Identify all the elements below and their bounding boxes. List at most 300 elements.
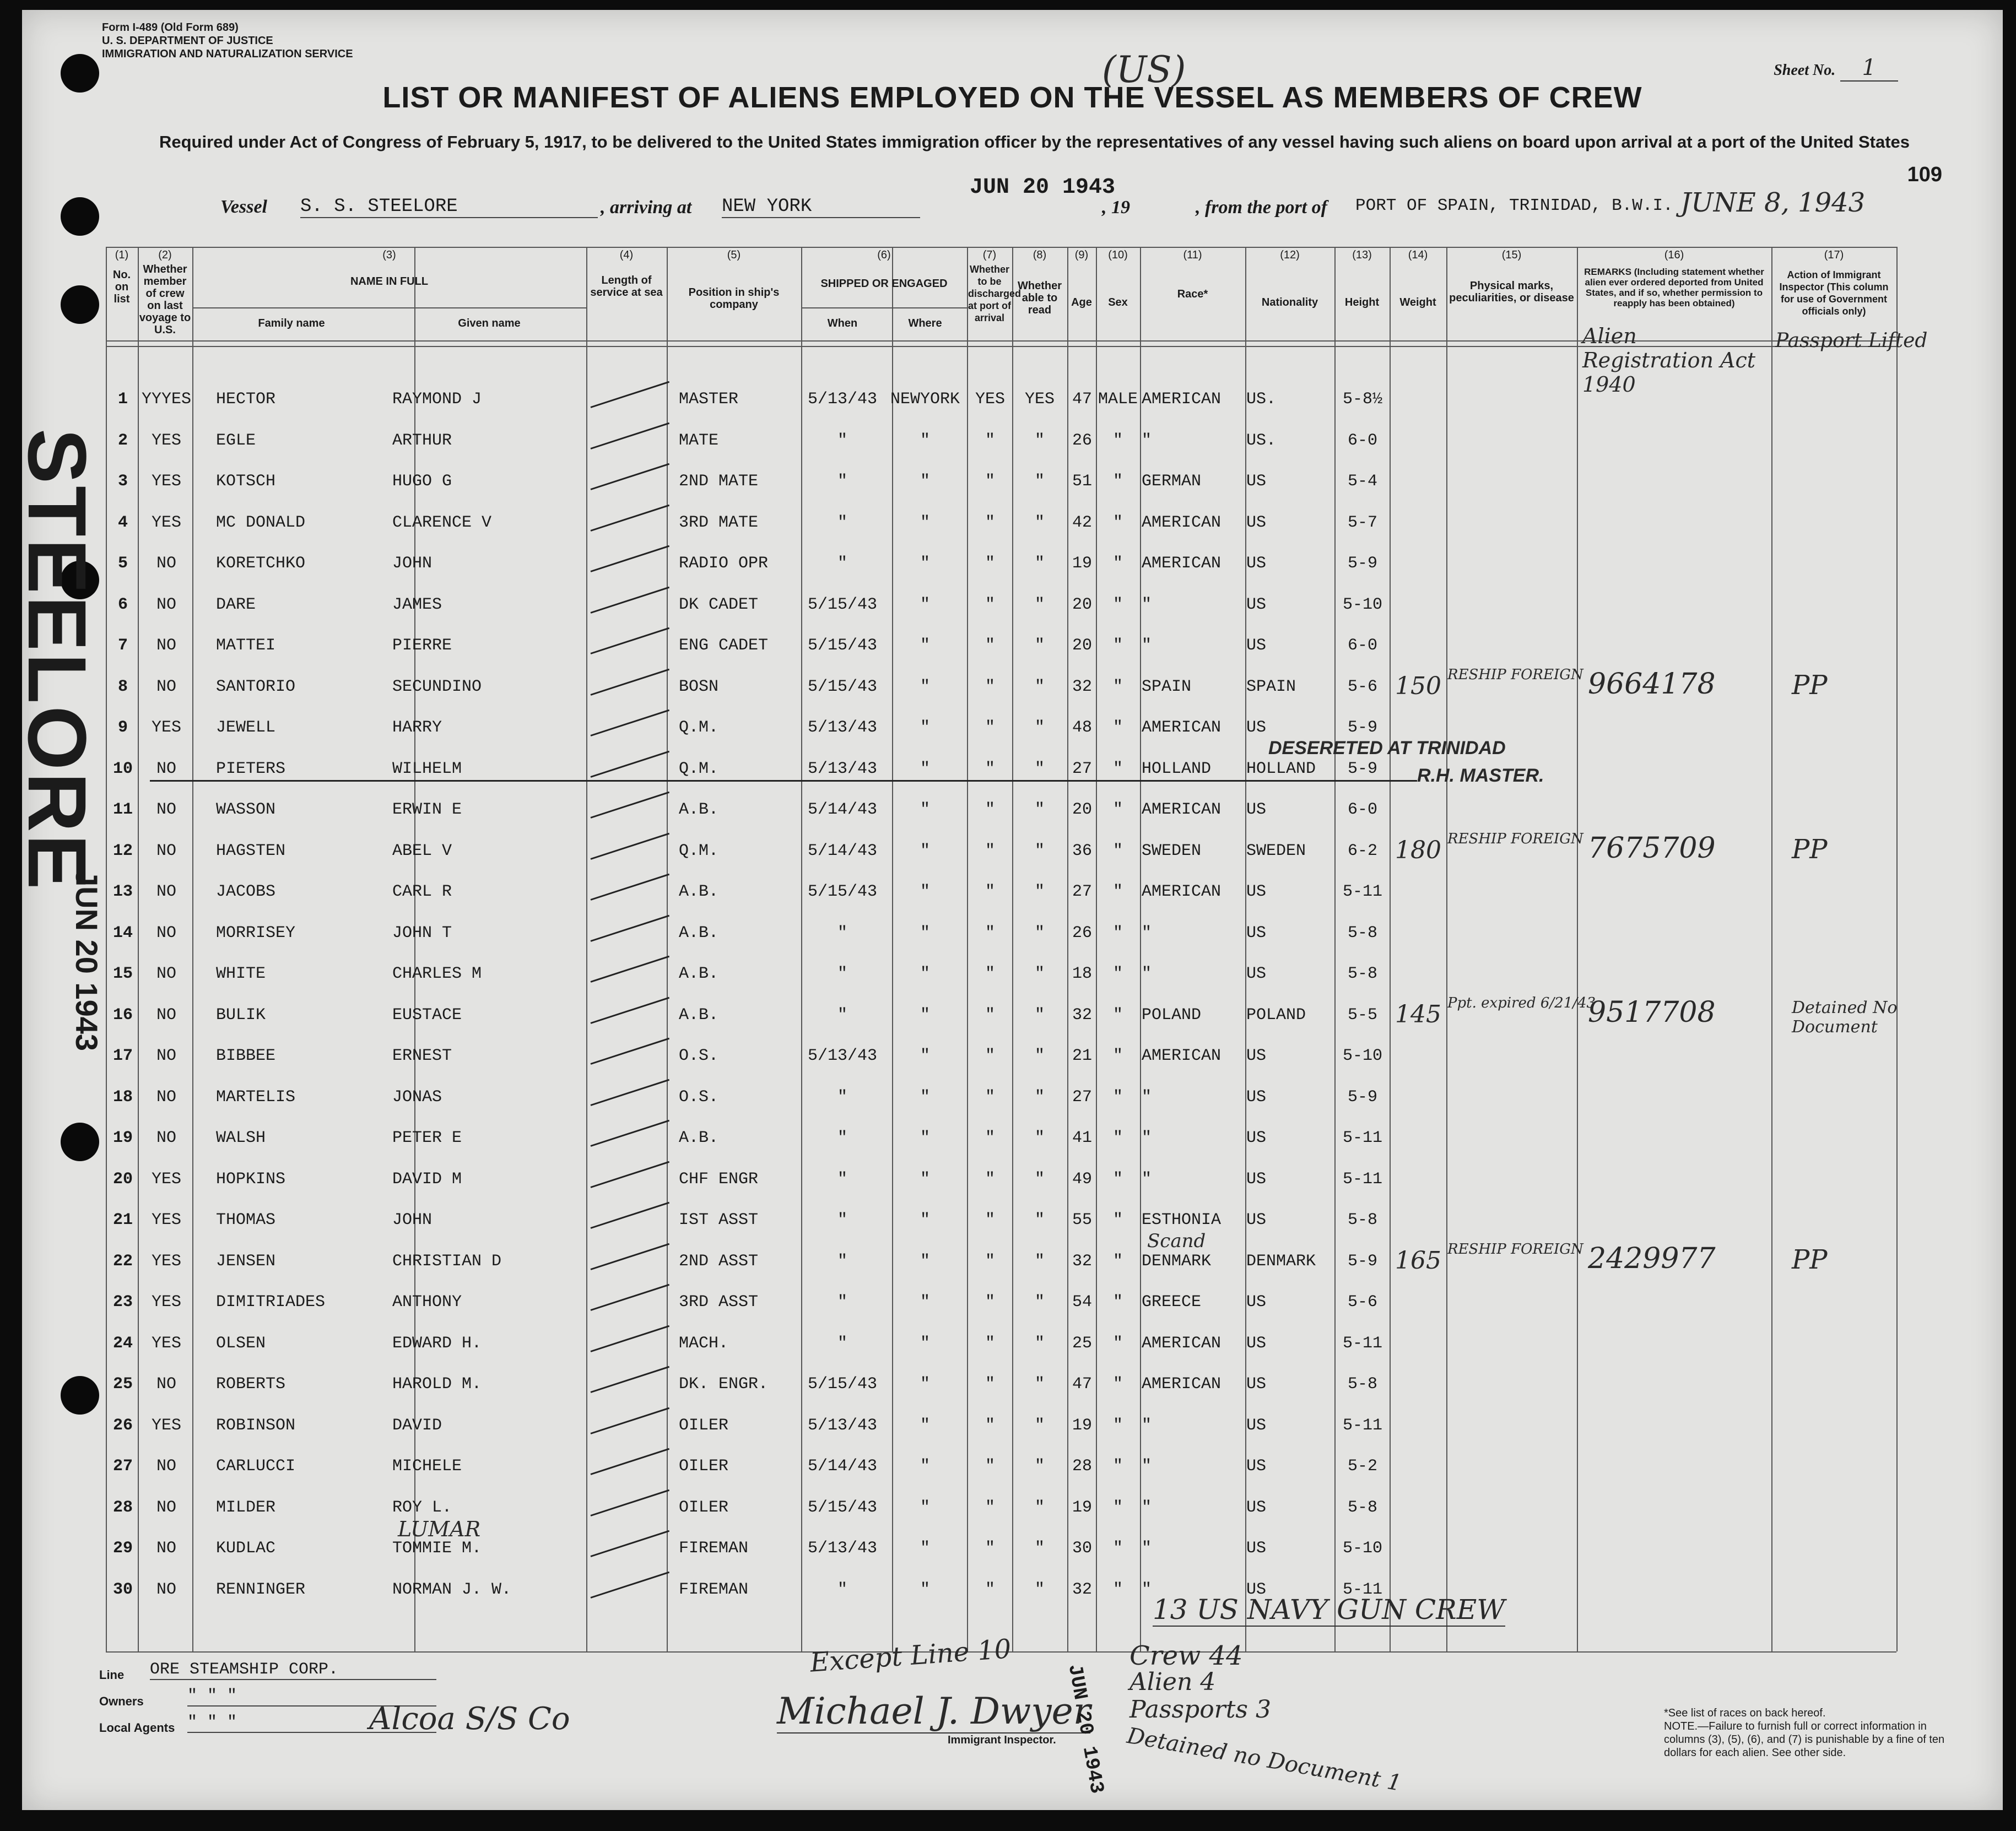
- footnote-races: *See list of races on back hereof.: [1664, 1707, 1826, 1719]
- form-number-block: [102, 21, 353, 61]
- age-cell: 18: [1072, 965, 1092, 983]
- service-dash-mark: [591, 832, 670, 859]
- age-cell: 20: [1072, 636, 1092, 655]
- discharged-cell: ": [985, 1416, 995, 1435]
- remarks-cell: 7675709: [1588, 831, 1716, 865]
- race-cell: ": [1142, 595, 1152, 614]
- marks-cell: RESHIP FOREIGN: [1447, 666, 1583, 683]
- service-dash-mark: [591, 545, 670, 572]
- row-number-cell: 14: [112, 923, 133, 942]
- position-cell: A.B.: [679, 882, 719, 901]
- able-to-read-cell: ": [1034, 554, 1045, 573]
- sheet-number: Sheet No. 1: [1774, 55, 1898, 80]
- nationality-cell: US: [1246, 1293, 1267, 1312]
- shipped-when-cell: ": [837, 1334, 847, 1353]
- row-number-cell: 18: [112, 1087, 133, 1107]
- position-cell: OILER: [679, 1416, 729, 1435]
- service-dash-mark: [591, 1202, 670, 1229]
- race-cell: ": [1142, 1498, 1152, 1517]
- given-name-cell: ROY L.: [392, 1498, 452, 1517]
- service-dash-mark: [591, 463, 670, 490]
- given-name-cell: JONAS: [392, 1087, 442, 1107]
- last-voyage-cell: NO: [156, 1539, 176, 1558]
- nationality-cell: US: [1246, 1416, 1267, 1435]
- height-cell: 5-11: [1342, 1129, 1382, 1147]
- family-name-cell: JENSEN: [216, 1252, 276, 1271]
- row-number-cell: 17: [112, 1047, 133, 1065]
- shipped-when-cell: ": [837, 1293, 847, 1312]
- shipped-where-cell: ": [920, 1539, 930, 1558]
- weight-cell: 150: [1395, 671, 1441, 700]
- able-to-read-cell: ": [1034, 923, 1045, 942]
- family-name-cell: HECTOR: [216, 390, 276, 409]
- nationality-cell: US: [1246, 965, 1267, 983]
- family-name-cell: CARLUCCI: [216, 1457, 296, 1476]
- page-title: LIST OR MANIFEST OF ALIENS EMPLOYED ON THE VESSEL AS MEMBERS OF CREW: [382, 81, 1642, 114]
- race-cell: AMERICAN: [1142, 390, 1222, 409]
- position-cell: DK. ENGR.: [679, 1375, 769, 1394]
- sex-cell: ": [1112, 1087, 1123, 1107]
- service-dash-mark: [591, 956, 670, 983]
- service-dash-mark: [591, 1325, 670, 1352]
- position-cell: DK CADET: [679, 595, 759, 614]
- race-cell: SWEDEN: [1142, 841, 1202, 860]
- race-cell: AMERICAN: [1142, 554, 1222, 573]
- family-name-cell: MATTEI: [216, 636, 276, 655]
- family-name-cell: MC DONALD: [216, 513, 306, 532]
- sex-cell: ": [1112, 1047, 1123, 1065]
- shipped-when-cell: 5/14/43: [807, 800, 878, 819]
- family-name-cell: ROBINSON: [216, 1416, 296, 1435]
- last-voyage-cell: YES: [151, 472, 181, 491]
- nationality-cell: US: [1246, 1169, 1267, 1189]
- marks-cell: RESHIP FOREIGN: [1447, 1240, 1583, 1258]
- race-cell: AMERICAN: [1142, 1047, 1222, 1065]
- given-name-cell: TOMMIE M.: [392, 1539, 482, 1558]
- sex-cell: ": [1112, 923, 1123, 942]
- race-cell: ESTHONIA: [1142, 1211, 1222, 1229]
- position-cell: CHF ENGR: [679, 1169, 759, 1189]
- able-to-read-cell: ": [1034, 1252, 1045, 1271]
- family-name-cell: KOTSCH: [216, 472, 276, 491]
- family-name-cell: HAGSTEN: [216, 841, 286, 860]
- row-number-cell: 20: [112, 1169, 133, 1189]
- given-name-cell: ABEL V: [392, 841, 452, 860]
- race-cell: ": [1142, 431, 1152, 450]
- remarks-cell: 9664178: [1588, 667, 1716, 701]
- binder-hole: [61, 197, 99, 236]
- age-cell: 20: [1072, 800, 1092, 819]
- row-number-cell: 12: [112, 841, 133, 860]
- service-dash-mark: [591, 1407, 670, 1434]
- position-cell: A.B.: [679, 1005, 719, 1025]
- age-cell: 42: [1072, 513, 1092, 532]
- shipped-where-cell: ": [920, 431, 930, 450]
- row-number-cell: 26: [112, 1416, 133, 1435]
- last-voyage-cell: YES: [151, 513, 181, 532]
- from-port-value: PORT OF SPAIN, TRINIDAD, B.W.I.: [1355, 196, 1673, 215]
- given-name-cell: NORMAN J. W.: [392, 1580, 512, 1599]
- discharged-cell: ": [985, 1252, 995, 1271]
- discharged-cell: ": [985, 1087, 995, 1107]
- service-dash-mark: [591, 709, 670, 736]
- family-name-cell: KUDLAC: [216, 1539, 276, 1558]
- age-cell: 32: [1072, 677, 1092, 696]
- row-number-cell: 4: [117, 513, 128, 532]
- family-name-cell: BULIK: [216, 1005, 266, 1025]
- shipped-when-cell: 5/14/43: [807, 1457, 878, 1476]
- able-to-read-cell: ": [1034, 1457, 1045, 1476]
- last-voyage-cell: NO: [156, 1375, 176, 1394]
- race-cell: AMERICAN: [1142, 1334, 1222, 1353]
- age-cell: 49: [1072, 1169, 1092, 1189]
- row-number-cell: 16: [112, 1005, 133, 1025]
- discharged-cell: ": [985, 1334, 995, 1353]
- shipped-where-cell: ": [920, 513, 930, 532]
- shipped-when-cell: 5/15/43: [807, 636, 878, 655]
- shipped-where-cell: ": [920, 1293, 930, 1312]
- last-voyage-cell: YES: [151, 718, 181, 737]
- local-agents-handwritten: Alcoa S/S Co: [369, 1701, 570, 1737]
- able-to-read-cell: ": [1034, 1580, 1045, 1599]
- discharged-cell: ": [985, 800, 995, 819]
- given-name-cell: CHARLES M: [392, 965, 482, 983]
- manifest-sheet: [11, 10, 2003, 1810]
- last-voyage-cell: NO: [156, 595, 176, 614]
- service-dash-mark: [591, 1038, 670, 1065]
- last-voyage-cell: NO: [156, 1005, 176, 1025]
- binder-hole: [61, 285, 99, 324]
- position-cell: O.S.: [679, 1087, 719, 1107]
- shipped-when-cell: ": [837, 1252, 847, 1271]
- position-cell: MASTER: [679, 390, 739, 409]
- height-cell: 5-6: [1347, 1293, 1377, 1312]
- age-cell: 41: [1072, 1129, 1092, 1147]
- service-dash-mark: [591, 1571, 670, 1598]
- nationality-cell: US: [1246, 1334, 1267, 1353]
- shipped-where-cell: ": [920, 923, 930, 942]
- tally-detained: Detained no Document 1: [1125, 1723, 1404, 1796]
- sex-cell: ": [1112, 472, 1123, 491]
- shipped-where-cell: ": [920, 759, 930, 778]
- family-name-cell: WASSON: [216, 800, 276, 819]
- nationality-cell: US: [1246, 472, 1267, 491]
- race-cell: ": [1142, 1457, 1152, 1476]
- row-number-cell: 2: [117, 431, 128, 450]
- nationality-cell: US: [1246, 1539, 1267, 1558]
- shipped-when-cell: 5/13/43: [807, 759, 878, 778]
- age-cell: 19: [1072, 554, 1092, 573]
- position-cell: IST ASST: [679, 1211, 759, 1229]
- family-name-cell: RENNINGER: [216, 1580, 306, 1599]
- department: U. S. DEPARTMENT OF JUSTICE: [102, 35, 273, 47]
- given-name-cell: CLARENCE V: [392, 513, 492, 532]
- row-number-cell: 10: [112, 759, 133, 778]
- height-cell: 5-11: [1342, 1580, 1382, 1599]
- race-cell: POLAND: [1142, 1005, 1202, 1025]
- family-name-cell: BIBBEE: [216, 1047, 276, 1065]
- row-number-cell: 3: [117, 472, 128, 491]
- shipped-where-cell: ": [920, 800, 930, 819]
- sex-cell: ": [1112, 1539, 1123, 1558]
- race-cell: AMERICAN: [1142, 513, 1222, 532]
- sex-cell: ": [1112, 1169, 1123, 1189]
- age-cell: 19: [1072, 1498, 1092, 1517]
- vessel-value: S. S. STEELORE: [300, 196, 598, 218]
- given-name-cell: ARTHUR: [392, 431, 452, 450]
- row-number-cell: 27: [112, 1457, 133, 1476]
- sex-cell: ": [1112, 718, 1123, 737]
- discharged-cell: ": [985, 554, 995, 573]
- discharged-cell: ": [985, 841, 995, 860]
- able-to-read-cell: ": [1034, 1129, 1045, 1147]
- shipped-where-cell: ": [920, 1252, 930, 1271]
- position-cell: 3RD ASST: [679, 1293, 759, 1312]
- given-name-cell: JOHN: [392, 1211, 433, 1229]
- sex-cell: ": [1112, 1498, 1123, 1517]
- shipped-when-cell: ": [837, 1169, 847, 1189]
- discharged-cell: ": [985, 1005, 995, 1025]
- race-cell: ": [1142, 923, 1152, 942]
- age-cell: 25: [1072, 1334, 1092, 1353]
- position-cell: OILER: [679, 1498, 729, 1517]
- shipped-where-cell: ": [920, 554, 930, 573]
- discharged-cell: ": [985, 965, 995, 983]
- last-voyage-cell: YYYES: [142, 390, 192, 409]
- discharged-cell: ": [985, 1129, 995, 1147]
- family-name-cell: SANTORIO: [216, 677, 296, 696]
- shipped-when-cell: ": [837, 554, 847, 573]
- shipped-where-cell: ": [920, 1375, 930, 1394]
- shipped-when-cell: 5/15/43: [807, 595, 878, 614]
- nationality-cell: US: [1246, 554, 1267, 573]
- row-number-cell: 19: [112, 1129, 133, 1147]
- age-cell: 19: [1072, 1416, 1092, 1435]
- race-correction: Scand: [1147, 1229, 1206, 1252]
- last-voyage-cell: NO: [156, 882, 176, 901]
- able-to-read-cell: ": [1034, 595, 1045, 614]
- able-to-read-cell: ": [1034, 431, 1045, 450]
- binder-hole: [61, 1123, 99, 1161]
- remarks-cell: R.H. MASTER.: [1417, 765, 1544, 786]
- position-cell: FIREMAN: [679, 1580, 749, 1599]
- footnotes: [1664, 1707, 1950, 1759]
- position-cell: A.B.: [679, 800, 719, 819]
- marks-cell: Ppt. expired 6/21/43: [1447, 994, 1596, 1011]
- row-number-cell: 15: [112, 965, 133, 983]
- age-cell: 21: [1072, 1047, 1092, 1065]
- nationality-cell: US.: [1246, 431, 1277, 450]
- age-cell: 32: [1072, 1005, 1092, 1025]
- shipped-where-cell: ": [920, 1087, 930, 1107]
- shipped-where-cell: ": [920, 1457, 930, 1476]
- sex-cell: ": [1112, 1334, 1123, 1353]
- able-to-read-cell: ": [1034, 882, 1045, 901]
- inspector-label: Immigrant Inspector.: [948, 1734, 1056, 1746]
- last-voyage-cell: NO: [156, 759, 176, 778]
- age-cell: 51: [1072, 472, 1092, 491]
- title-annotation: (US): [1102, 48, 1186, 91]
- race-cell: AMERICAN: [1142, 718, 1222, 737]
- shipped-when-cell: ": [837, 1129, 847, 1147]
- service-dash-mark: [591, 1079, 670, 1106]
- position-cell: OILER: [679, 1457, 729, 1476]
- action-cell: Detained No Document: [1792, 998, 1898, 1037]
- shipped-where-cell: ": [920, 472, 930, 491]
- nationality-cell: US: [1246, 882, 1267, 901]
- owners-label: Owners: [99, 1694, 144, 1708]
- shipped-where-cell: ": [920, 677, 930, 696]
- discharged-cell: ": [985, 1375, 995, 1394]
- sex-cell: ": [1112, 759, 1123, 778]
- service-dash-mark: [591, 1120, 670, 1147]
- able-to-read-cell: ": [1034, 1211, 1045, 1229]
- local-agents-value: " " ": [187, 1713, 436, 1733]
- age-cell: 27: [1072, 759, 1092, 778]
- remarks-cell: 2429977: [1588, 1242, 1716, 1275]
- height-cell: 5-8: [1347, 923, 1377, 942]
- able-to-read-cell: ": [1034, 841, 1045, 860]
- service-dash-mark: [591, 422, 670, 449]
- age-cell: 47: [1072, 1375, 1092, 1394]
- row-number-cell: 28: [112, 1498, 133, 1517]
- last-voyage-cell: NO: [156, 1498, 176, 1517]
- arriving-value: NEW YORK: [722, 196, 920, 218]
- given-name-cell: SECUNDINO: [392, 677, 482, 696]
- service-dash-mark: [591, 996, 670, 1023]
- nationality-cell: US: [1246, 800, 1267, 819]
- age-cell: 54: [1072, 1293, 1092, 1312]
- given-name-cell: HARRY: [392, 718, 442, 737]
- discharged-cell: ": [985, 1580, 995, 1599]
- race-cell: HOLLAND: [1142, 759, 1212, 778]
- age-cell: 26: [1072, 431, 1092, 450]
- shipped-where-cell: ": [920, 1498, 930, 1517]
- height-cell: 5-10: [1342, 1047, 1382, 1065]
- height-cell: 5-7: [1347, 513, 1377, 532]
- family-name-cell: THOMAS: [216, 1211, 276, 1229]
- shipped-where-cell: ": [920, 1047, 930, 1065]
- age-cell: 36: [1072, 841, 1092, 860]
- shipped-when-cell: ": [837, 965, 847, 983]
- local-agents-label: Local Agents: [99, 1721, 175, 1735]
- family-name-cell: MARTELIS: [216, 1087, 296, 1107]
- height-cell: 5-6: [1347, 677, 1377, 696]
- height-cell: 5-5: [1347, 1005, 1377, 1025]
- discharged-cell: ": [985, 923, 995, 942]
- sex-cell: ": [1112, 554, 1123, 573]
- position-cell: 3RD MATE: [679, 513, 759, 532]
- binder-hole: [61, 1376, 99, 1415]
- able-to-read-cell: ": [1034, 1498, 1045, 1517]
- height-cell: 5-8: [1347, 965, 1377, 983]
- last-voyage-cell: NO: [156, 965, 176, 983]
- last-voyage-cell: YES: [151, 1169, 181, 1189]
- given-name-cell: PETER E: [392, 1129, 462, 1147]
- able-to-read-cell: ": [1034, 800, 1045, 819]
- height-cell: 5-10: [1342, 1539, 1382, 1558]
- family-name-cell: MILDER: [216, 1498, 276, 1517]
- able-to-read-cell: ": [1034, 1416, 1045, 1435]
- race-cell: ": [1142, 1416, 1152, 1435]
- shipped-when-cell: 5/13/43: [807, 1416, 878, 1435]
- nationality-cell: US: [1246, 1211, 1267, 1229]
- race-cell: AMERICAN: [1142, 1375, 1222, 1394]
- age-cell: 32: [1072, 1252, 1092, 1271]
- position-cell: BOSN: [679, 677, 719, 696]
- service: IMMIGRATION AND NATURALIZATION SERVICE: [102, 48, 353, 60]
- height-cell: 5-9: [1347, 1087, 1377, 1107]
- gun-crew-note: 13 US NAVY GUN CREW: [1153, 1594, 1505, 1626]
- discharged-cell: ": [985, 472, 995, 491]
- shipped-when-cell: 5/15/43: [807, 1375, 878, 1394]
- last-voyage-cell: NO: [156, 1457, 176, 1476]
- race-cell: ": [1142, 1580, 1152, 1599]
- sex-cell: ": [1112, 1129, 1123, 1147]
- tally-passports: Passports 3: [1129, 1695, 1271, 1724]
- nationality-cell: US: [1246, 1087, 1267, 1107]
- shipped-when-cell: 5/14/43: [807, 841, 878, 860]
- row-number-cell: 22: [112, 1252, 133, 1271]
- sex-cell: ": [1112, 1416, 1123, 1435]
- position-cell: A.B.: [679, 1129, 719, 1147]
- able-to-read-cell: ": [1034, 1047, 1045, 1065]
- discharged-cell: ": [985, 1539, 995, 1558]
- service-dash-mark: [591, 1530, 670, 1557]
- shipped-where-cell: NEWYORK: [890, 390, 960, 409]
- sex-cell: ": [1112, 1252, 1123, 1271]
- race-cell: GERMAN: [1142, 472, 1202, 491]
- race-cell: DENMARK: [1142, 1252, 1212, 1271]
- height-cell: 5-8: [1347, 1375, 1377, 1394]
- shipped-where-cell: ": [920, 636, 930, 655]
- family-name-cell: ROBERTS: [216, 1375, 286, 1394]
- shipped-where-cell: ": [920, 1580, 930, 1599]
- given-name-cell: RAYMOND J: [392, 390, 482, 409]
- shipped-when-cell: ": [837, 1005, 847, 1025]
- position-cell: Q.M.: [679, 841, 719, 860]
- able-to-read-cell: ": [1034, 1539, 1045, 1558]
- row-number-cell: 5: [117, 554, 128, 573]
- nationality-cell: US: [1246, 1047, 1267, 1065]
- sex-cell: ": [1112, 513, 1123, 532]
- shipped-when-cell: 5/13/43: [807, 1047, 878, 1065]
- family-name-cell: WHITE: [216, 965, 266, 983]
- discharged-cell: ": [985, 1457, 995, 1476]
- discharged-cell: ": [985, 718, 995, 737]
- discharged-cell: ": [985, 1169, 995, 1189]
- weight-cell: 165: [1395, 1246, 1441, 1275]
- shipped-where-cell: ": [920, 882, 930, 901]
- row-number-cell: 25: [112, 1375, 133, 1394]
- able-to-read-cell: ": [1034, 759, 1045, 778]
- height-cell: 5-8: [1347, 1498, 1377, 1517]
- family-name-cell: KORETCHKO: [216, 554, 306, 573]
- able-to-read-cell: ": [1034, 1169, 1045, 1189]
- age-cell: 30: [1072, 1539, 1092, 1558]
- given-name-cell: HAROLD M.: [392, 1375, 482, 1394]
- tally-alien: Alien 4: [1129, 1668, 1216, 1696]
- last-voyage-cell: NO: [156, 1087, 176, 1107]
- race-cell: ": [1142, 1169, 1152, 1189]
- able-to-read-cell: ": [1034, 1005, 1045, 1025]
- given-name-cell: JOHN: [392, 554, 433, 573]
- last-voyage-cell: NO: [156, 636, 176, 655]
- height-cell: 6-0: [1347, 431, 1377, 450]
- race-cell: SPAIN: [1142, 677, 1192, 696]
- discharged-cell: ": [985, 677, 995, 696]
- sex-cell: ": [1112, 1580, 1123, 1599]
